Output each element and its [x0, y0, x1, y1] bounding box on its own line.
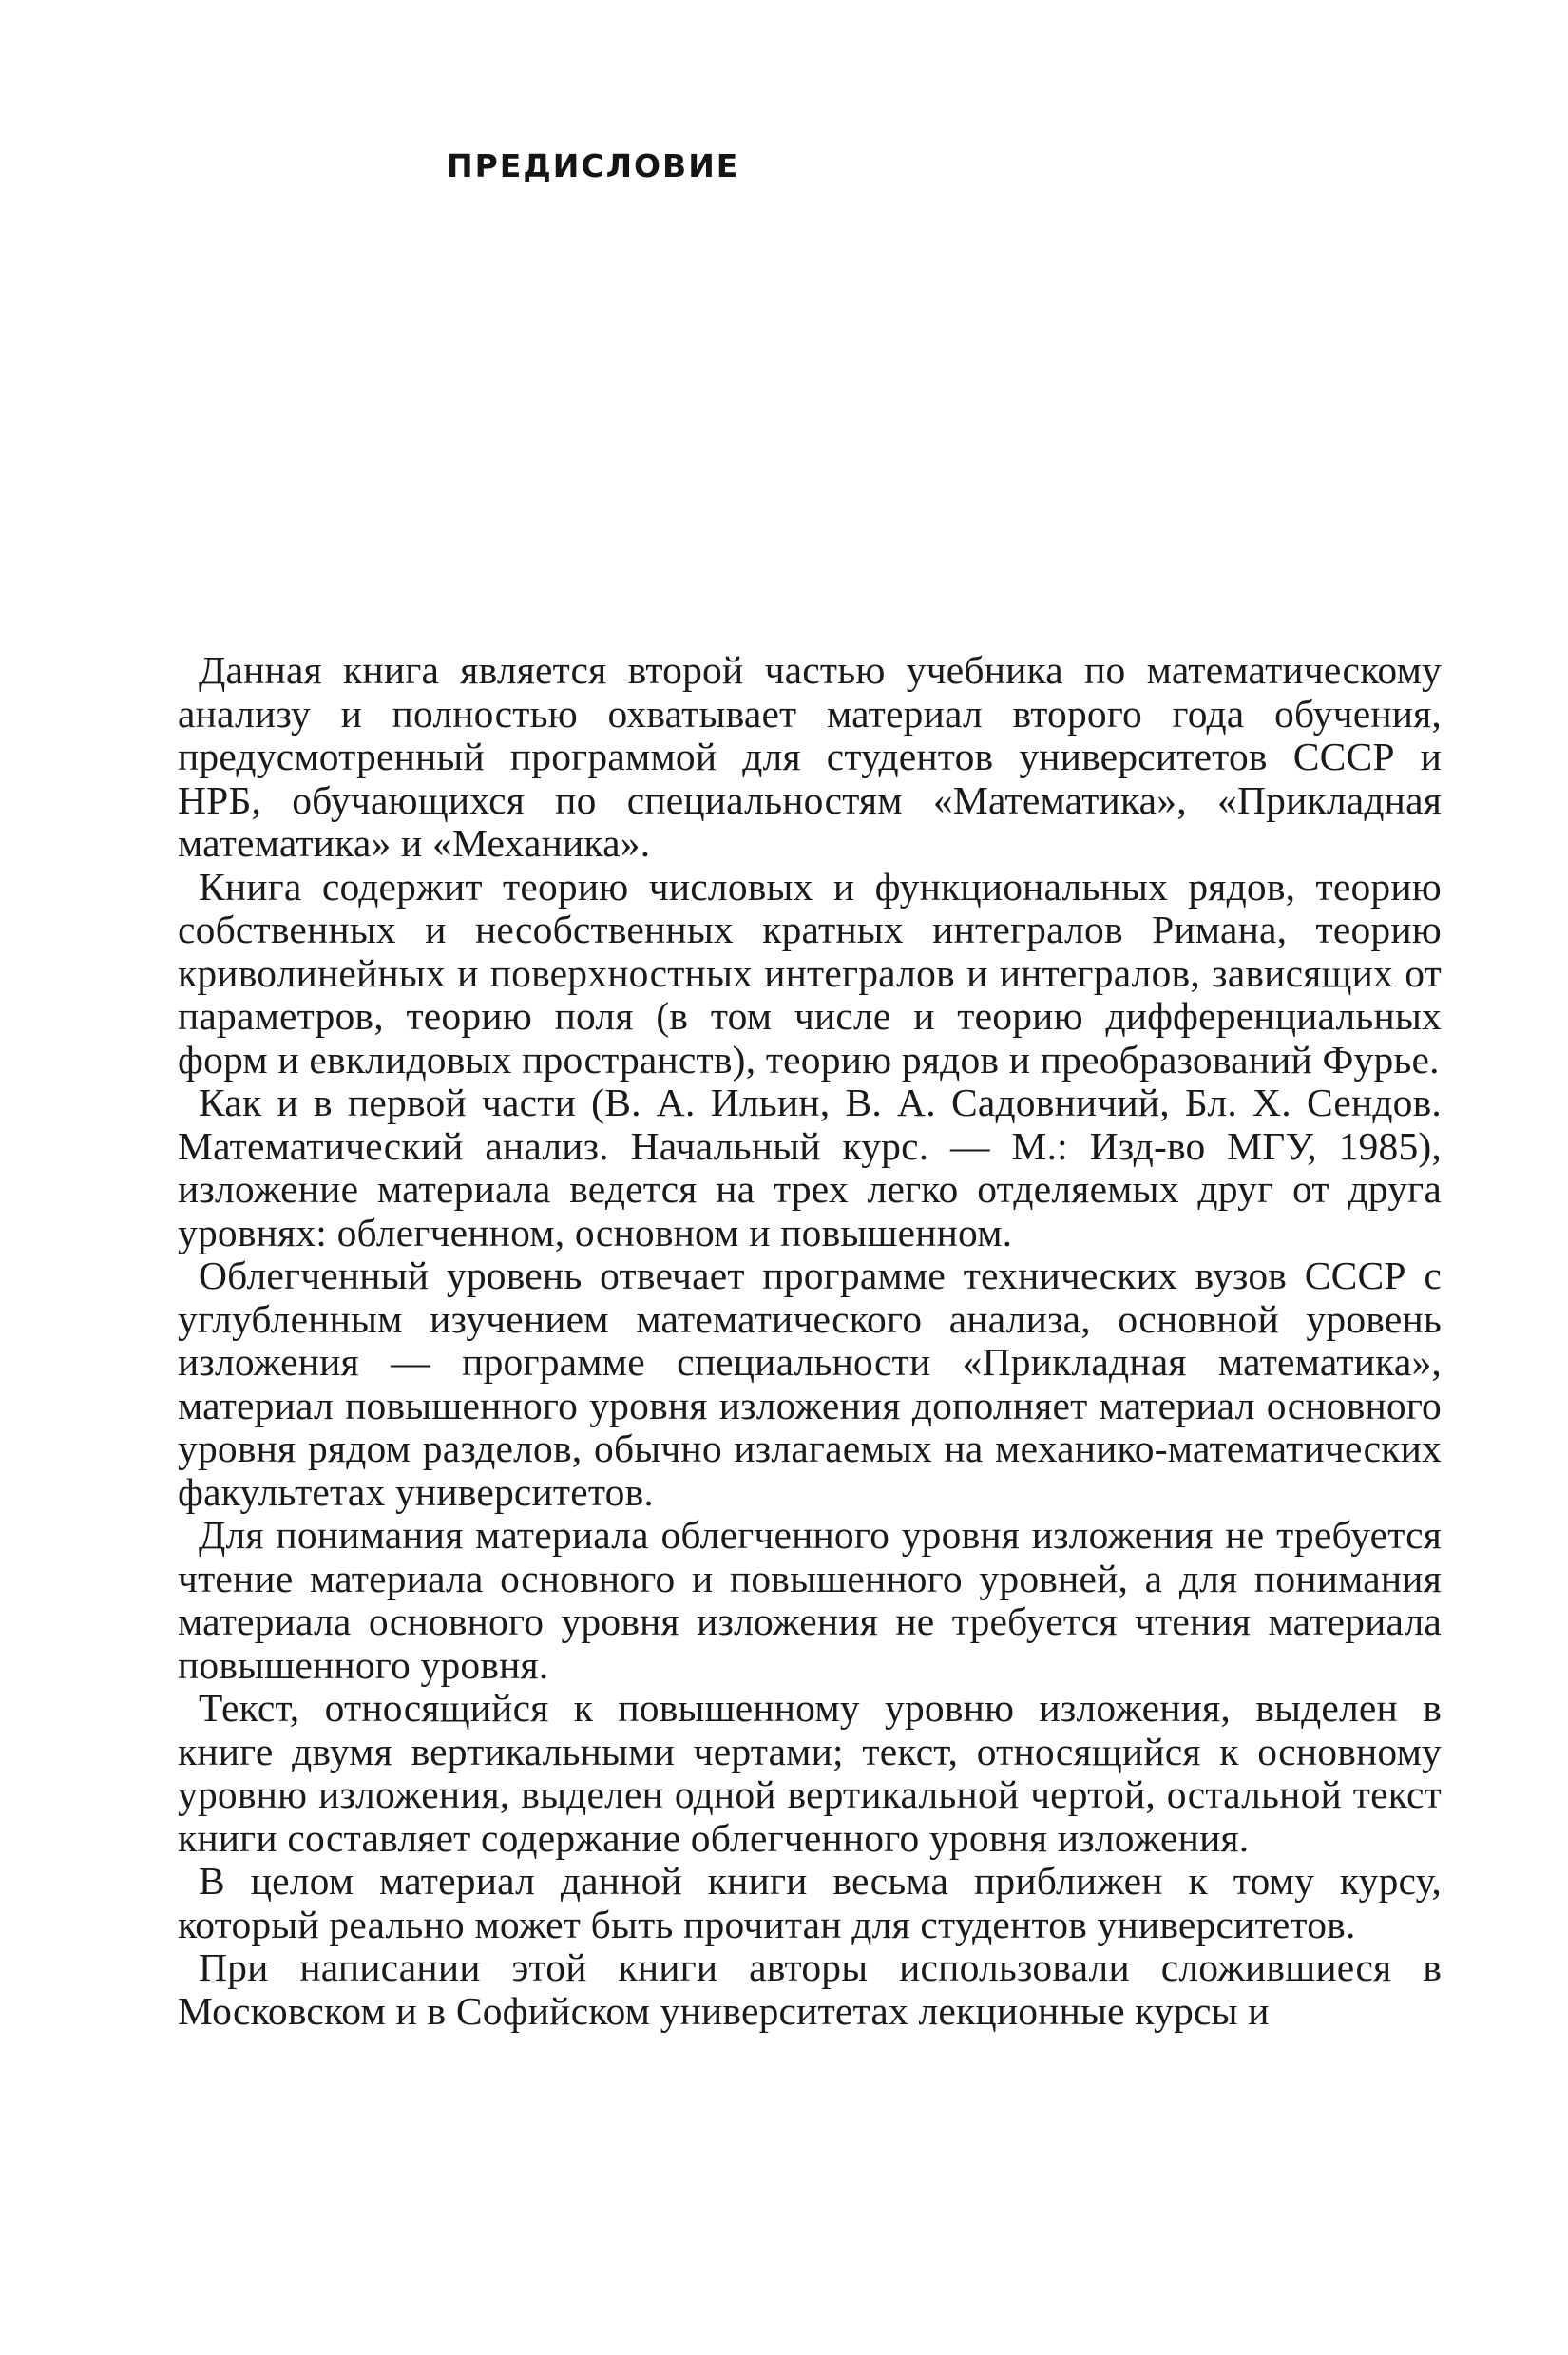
paragraph-4: Облегченный уровень отвечает программе технических вузов СССР с углубленным изучением математического анализа, основной уровень изложения — программе специальности «Прикладная математика», материал повышенного уровня изложения дополняет материал основного уровня рядом разделов, обычно излагаемых на механико-математических факультетах университетов.	[178, 1254, 1442, 1514]
paragraph-6: Текст, относящийся к повышенному уровню изложения, выделен в книге двумя вертикальными чертами; текст, относящийся к основному уровню изложения, выделен одной вертикальной чертой, остальной текст книги составляет содержание облегченного уровня изложения.	[178, 1686, 1442, 1860]
paragraph-5: Для понимания материала облегченного уровня изложения не требуется чтение материала основного и повышенного уровней, а для понимания материала основного уровня изложения не требуется чтения материала повышенного уровня.	[178, 1513, 1442, 1687]
paragraph-2: Книга содержит теорию числовых и функциональных рядов, теорию собственных и несобственных кратных интегралов Римана, теорию криволинейных и поверхностных интегралов и интегралов, зависящих от параметров, теорию поля (в том числе и теорию дифференциальных форм и евклидовых пространств), теорию рядов и преобразований Фурье.	[178, 864, 1442, 1082]
paragraph-7: В целом материал данной книги весьма приближен к тому курсу, который реально может быть прочитан для студентов университетов.	[178, 1859, 1442, 1946]
paragraph-1: Данная книга является второй частью учебника по математическому анализу и полностью охватывает материал второго года обучения, предусмотренный программой для студентов университетов СССР и НРБ, обучающихся по специальностям «Математика», «Прикладная математика» и «Механика».	[178, 648, 1442, 865]
preface-body	[178, 649, 1442, 2033]
paragraph-3: Как и в первой части (В. А. Ильин, В. А. Садовничий, Бл. Х. Сендов. Математический анализ. Начальный курс. — М.: Изд-во МГУ, 1985), изложение материала ведется на трех легко отделяемых друг от друга уровнях: облегченном, основном и повышенном.	[178, 1081, 1442, 1254]
page-title: ПРЕДИСЛОВИЕ	[447, 147, 740, 184]
paragraph-8: При написании этой книги авторы использовали сложившиеся в Московском и в Софийском университетах лекционные курсы и	[178, 1945, 1442, 2033]
